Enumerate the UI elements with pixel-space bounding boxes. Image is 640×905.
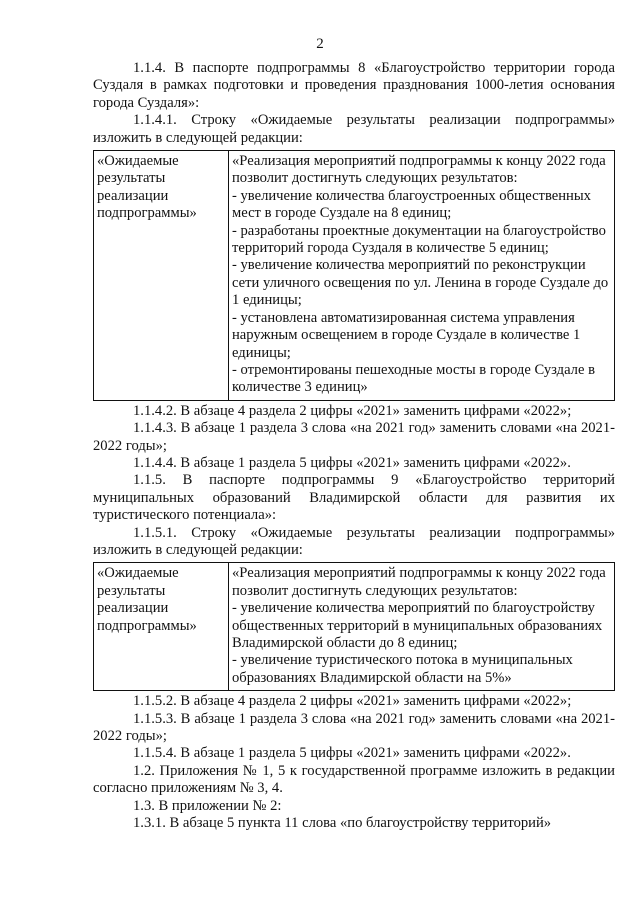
paragraph-1-1-4: 1.1.4. В паспорте подпрограммы 8 «Благоустройство территории города Суздаля в рамках подготовки и проведения празднования 1000-летия основания города Суздаля»: — [93, 60, 615, 111]
paragraph-1-1-5: 1.1.5. В паспорте подпрограммы 9 «Благоустройство территорий муниципальных образований Владимирской области для развития их туристического потенциала»: — [93, 472, 615, 524]
results-table-subprogram-9 — [93, 562, 615, 691]
results-table-subprogram-8 — [93, 150, 615, 401]
results-line: - увеличение количества благоустроенных общественных мест в городе Суздале на 8 единиц; — [232, 187, 591, 222]
results-line: «Реализация мероприятий подпрограммы к концу 2022 года позволит достигнуть следующих результатов: — [232, 565, 606, 599]
paragraph-1-3-1: 1.3.1. В абзаце 5 пункта 11 слова «по благоустройству территорий» — [133, 815, 552, 832]
paragraph-1-1-4-3: 1.1.4.3. В абзаце 1 раздела 3 слова «на 2021 год» заменить словами «на 2021-2022 годы»; — [93, 420, 615, 454]
table-cell-label: «Ожидаемые результаты реализации подпрограммы» — [94, 151, 229, 401]
paragraph-1-1-5-3: 1.1.5.3. В абзаце 1 раздела 3 слова «на 2021 год» заменить словами «на 2021-2022 годы»; — [93, 710, 615, 745]
table-cell-results — [229, 563, 615, 691]
paragraph-1-3: 1.3. В приложении № 2: — [133, 797, 282, 814]
paragraph-1-1-5-1: 1.1.5.1. Строку «Ожидаемые результаты реализации подпрограммы» изложить в следующей редакции: — [93, 524, 615, 558]
results-line: - увеличение количества мероприятий по реконструкции сети уличного освещения по ул. Ленина в городе Суздале до 1 единицы; — [232, 257, 609, 309]
paragraph-1-2: 1.2. Приложения № 1, 5 к государственной программе изложить в редакции согласно приложениям № 3, 4. — [93, 762, 615, 797]
table-cell-label: «Ожидаемые результаты реализации подпрограммы» — [94, 563, 229, 691]
results-line: - установлена автоматизированная система управления наружным освещением в городе Суздале в количестве 1 единицы; — [232, 309, 581, 361]
paragraph-1-1-4-1: 1.1.4.1. Строку «Ожидаемые результаты реализации подпрограммы» изложить в следующей редакции: — [93, 112, 615, 146]
document-body — [93, 60, 615, 832]
page-number: 2 — [316, 36, 324, 52]
table-cell-results — [229, 151, 615, 401]
paragraph-1-1-5-4: 1.1.5.4. В абзаце 1 раздела 5 цифры «2021» заменить цифрами «2022». — [133, 745, 571, 762]
results-line: - увеличение туристического потока в муниципальных образованиях Владимирской области на 5%» — [232, 652, 573, 686]
results-line: - разработаны проектные документации на благоустройство территорий города Суздаля в количестве 5 единиц; — [232, 222, 606, 257]
paragraph-1-1-4-4: 1.1.4.4. В абзаце 1 раздела 5 цифры «2021» заменить цифрами «2022». — [133, 454, 571, 471]
results-line: «Реализация мероприятий подпрограммы к концу 2022 года позволит достигнуть следующих результатов: — [232, 153, 606, 187]
paragraph-1-1-4-2: 1.1.4.2. В абзаце 4 раздела 2 цифры «2021» заменить цифрами «2022»; — [133, 402, 572, 419]
results-line: - отремонтированы пешеходные мосты в городе Суздале в количестве 3 единиц» — [232, 361, 595, 396]
paragraph-1-1-5-2: 1.1.5.2. В абзаце 4 раздела 2 цифры «2021» заменить цифрами «2022»; — [133, 693, 572, 710]
results-line: - увеличение количества мероприятий по благоустройству общественных территорий в муниципальных образованиях Владимирской области до 8 единиц; — [232, 600, 603, 651]
